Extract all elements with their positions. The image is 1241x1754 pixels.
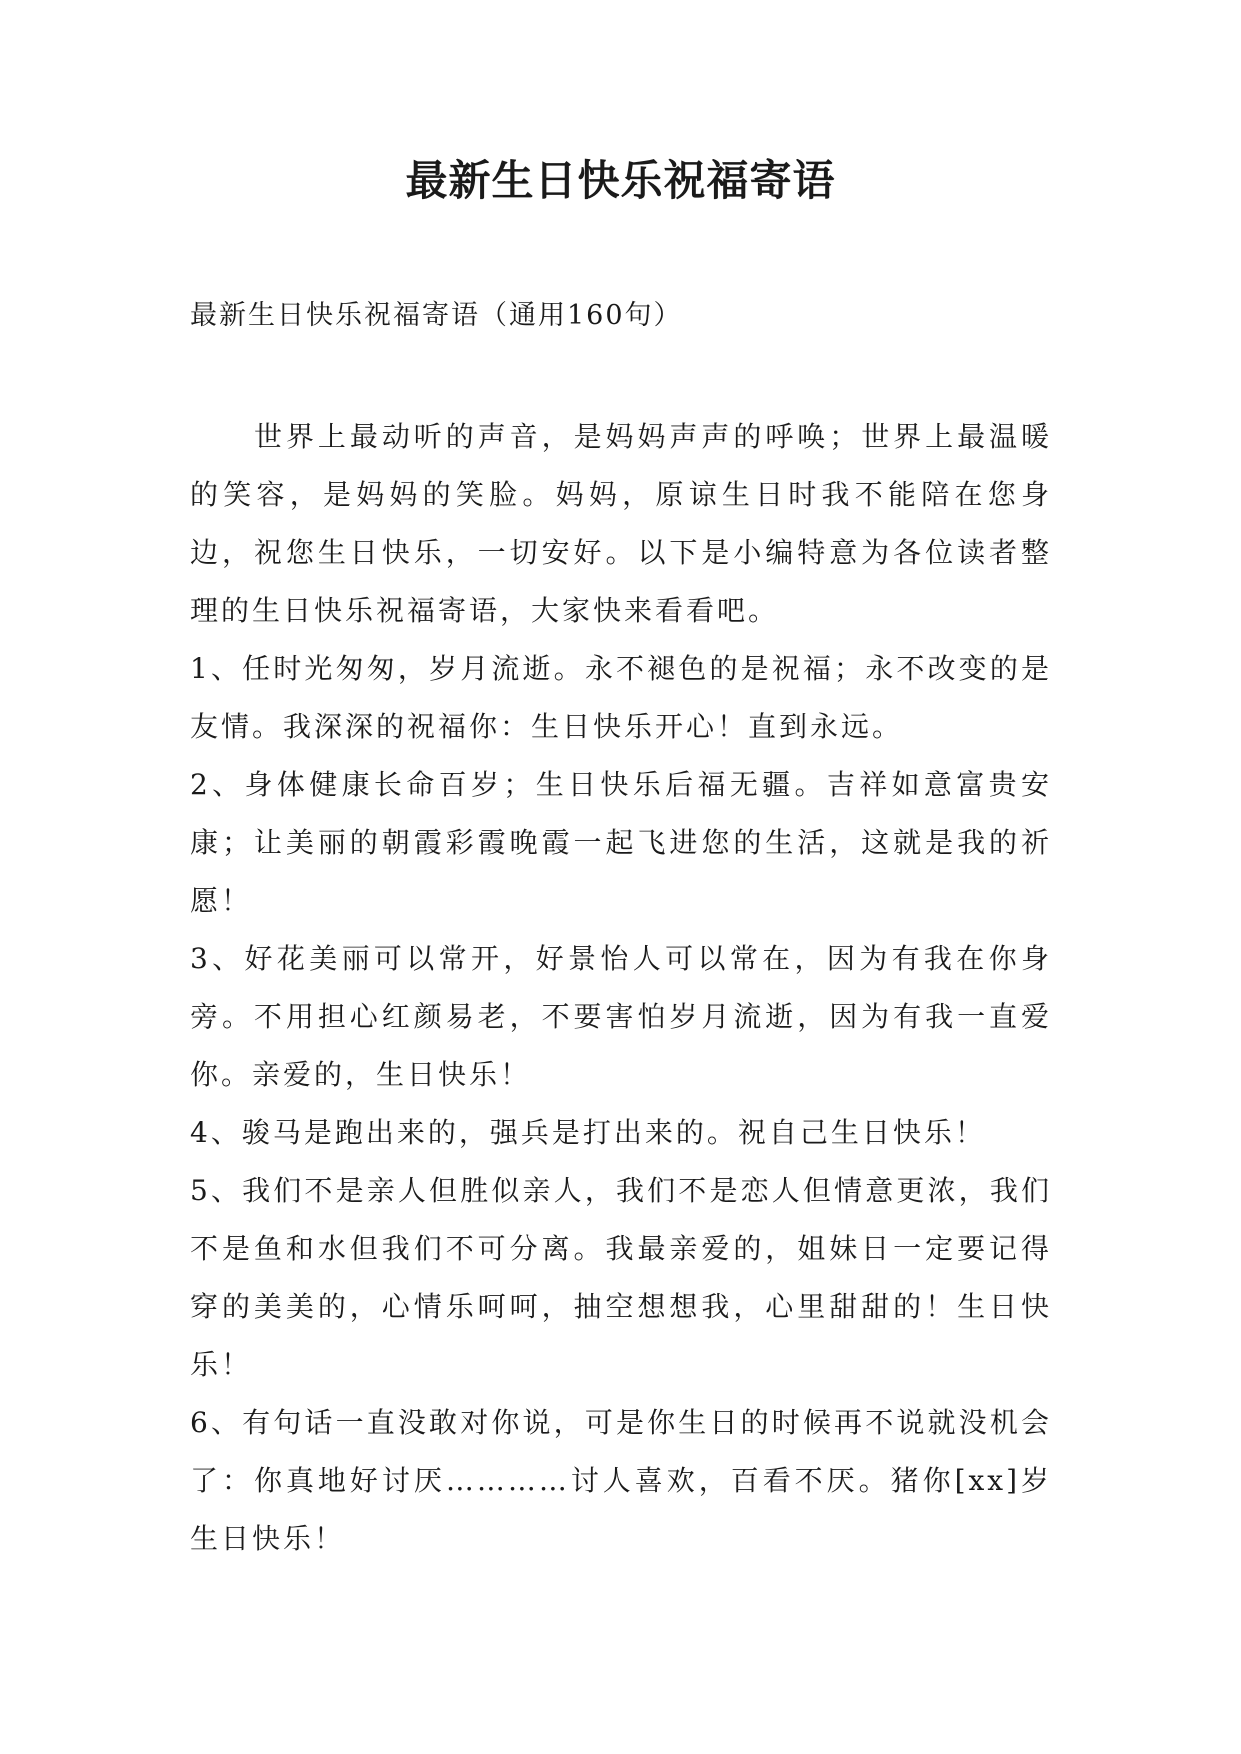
list-item: 6、有句话一直没敢对你说，可是你生日的时候再不说就没机会了：你真地好讨厌…………讨人喜欢，百看不厌。猪你[xx]岁生日快乐！ bbox=[190, 1406, 1052, 1555]
intro-paragraph: 世界上最动听的声音，是妈妈声声的呼唤；世界上最温暖的笑容，是妈妈的笑脸。妈妈，原谅生日时我不能陪在您身边，祝您生日快乐，一切安好。以下是小编特意为各位读者整理的生日快乐祝福寄语，大家快来看看吧。 bbox=[190, 420, 1052, 627]
list-item: 1、任时光匆匆，岁月流逝。永不褪色的是祝福；永不改变的是友情。我深深的祝福你：生日快乐开心！直到永远。 bbox=[190, 652, 1052, 743]
document-title: 最新生日快乐祝福寄语 bbox=[405, 156, 836, 205]
list-item: 2、身体健康长命百岁；生日快乐后福无疆。吉祥如意富贵安康；让美丽的朝霞彩霞晚霞一起飞进您的生活，这就是我的祈愿！ bbox=[190, 768, 1052, 917]
list-item: 3、好花美丽可以常开，好景怡人可以常在，因为有我在你身旁。不用担心红颜易老，不要害怕岁月流逝，因为有我一直爱你。亲爱的，生日快乐！ bbox=[190, 942, 1052, 1091]
document-subtitle: 最新生日快乐祝福寄语（通用160句） bbox=[190, 300, 683, 331]
list-item: 4、骏马是跑出来的，强兵是打出来的。祝自己生日快乐！ bbox=[190, 1116, 986, 1149]
list-item: 5、我们不是亲人但胜似亲人，我们不是恋人但情意更浓，我们不是鱼和水但我们不可分离。我最亲爱的，姐妹日一定要记得穿的美美的，心情乐呵呵，抽空想想我，心里甜甜的！生日快乐！ bbox=[190, 1174, 1052, 1381]
document-body bbox=[190, 408, 1052, 1568]
